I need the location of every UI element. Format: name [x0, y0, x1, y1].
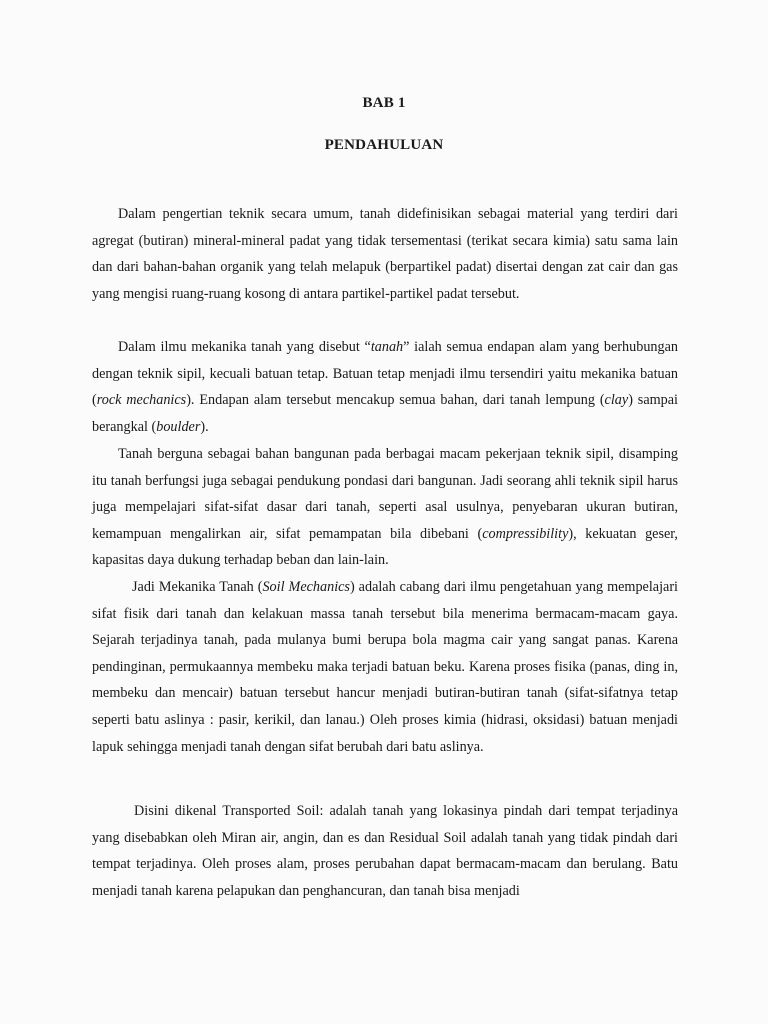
italic-term: tanah — [370, 339, 404, 355]
paragraph-soil-mechanics — [92, 574, 678, 760]
text-run: Dalam ilmu mekanika tanah yang disebut “ — [118, 339, 371, 355]
italic-term: compressibility — [482, 525, 569, 542]
paragraph-definition — [92, 201, 678, 307]
italic-term: boulder — [156, 418, 201, 435]
italic-term: rock mechanics — [96, 392, 187, 409]
text-run: ” ialah semua endapan alam yang berhubungan dengan teknik sipil, kecuali batuan tetap. Batuan tetap menjadi ilmu tersendiri yaitu mekanika batuan ( — [92, 339, 678, 409]
text-run: ), kekuatan geser, kapasitas daya dukung terhadap beban dan lain-lain. — [92, 525, 678, 569]
text-run: Disini dikenal Transported Soil: adalah tanah yang lokasinya pindah dari tempat terjadinya yang disebabkan oleh Miran air, angin, dan es dan Residual Soil adalah tanah yang tidak pindah dari tempat terjadinya. Oleh proses alam, proses perubahan dapat bermacam-macam dan berulang. Batu menjadi tanah karena pelapukan dan penghancuran, dan tanah bisa menjadi — [92, 803, 678, 899]
text-run: Tanah berguna sebagai bahan bangunan pada berbagai macam pekerjaan teknik sipil, disamping itu tanah berfungsi juga sebagai pendukung pondasi dari bangunan. Jadi seorang ahli teknik sipil harus juga mempelajari sifat-sifat dasar dari tanah, seperti asal usulnya, penyebaran ukuran butiran, kemampuan mengalirkan air, sifat pemampatan bila dibebani ( — [92, 446, 678, 542]
chapter-title: PENDAHULUAN — [324, 137, 444, 153]
paragraph-soil-uses — [92, 441, 678, 574]
text-run: ) sampai berangkal ( — [92, 392, 678, 435]
text-run: ). Endapan alam tersebut mencakup semua bahan, dari tanah lempung ( — [186, 392, 605, 409]
text-run: ) adalah cabang dari ilmu pengetahuan yang mempelajari sifat fisik dari tanah dan kelakuan massa tanah tersebut bila menerima bermacam-macam gaya. Sejarah terjadinya tanah, pada mulanya bumi berupa bola magma cair yang sangat panas. Karena pendinginan, permukaannya membeku maka terjadi batuan beku. Karena proses fisika (panas, ding in, membeku dan mencair) batuan tersebut hancur menjadi butiran-butiran tanah (sifat-sifatnya tetap seperti batu aslinya : pasir, kerikil, dan lanau.) Oleh proses kimia (hidrasi, oksidasi) batuan menjadi lapuk sehingga menjadi tanah dengan sifat berubah dari batu aslinya. — [92, 579, 678, 755]
italic-term: clay — [604, 392, 629, 409]
chapter-number: BAB 1 — [362, 95, 406, 111]
text-run: ). — [200, 418, 209, 435]
paragraph-soil-types — [92, 798, 678, 904]
italic-term: Soil Mechanics — [262, 579, 350, 595]
paragraph-soil-meaning — [92, 334, 678, 440]
text-run: Dalam pengertian teknik secara umum, tanah didefinisikan sebagai material yang terdiri dari agregat (butiran) mineral-mineral padat yang tidak tersementasi (terikat secara kimia) satu sama lain dan dari bahan-bahan organik yang telah melapuk (berpartikel padat) disertai dengan zat cair dan gas yang mengisi ruang-ruang kosong di antara partikel-partikel padat tersebut. — [92, 206, 678, 302]
text-run: Jadi Mekanika Tanah ( — [132, 579, 263, 595]
